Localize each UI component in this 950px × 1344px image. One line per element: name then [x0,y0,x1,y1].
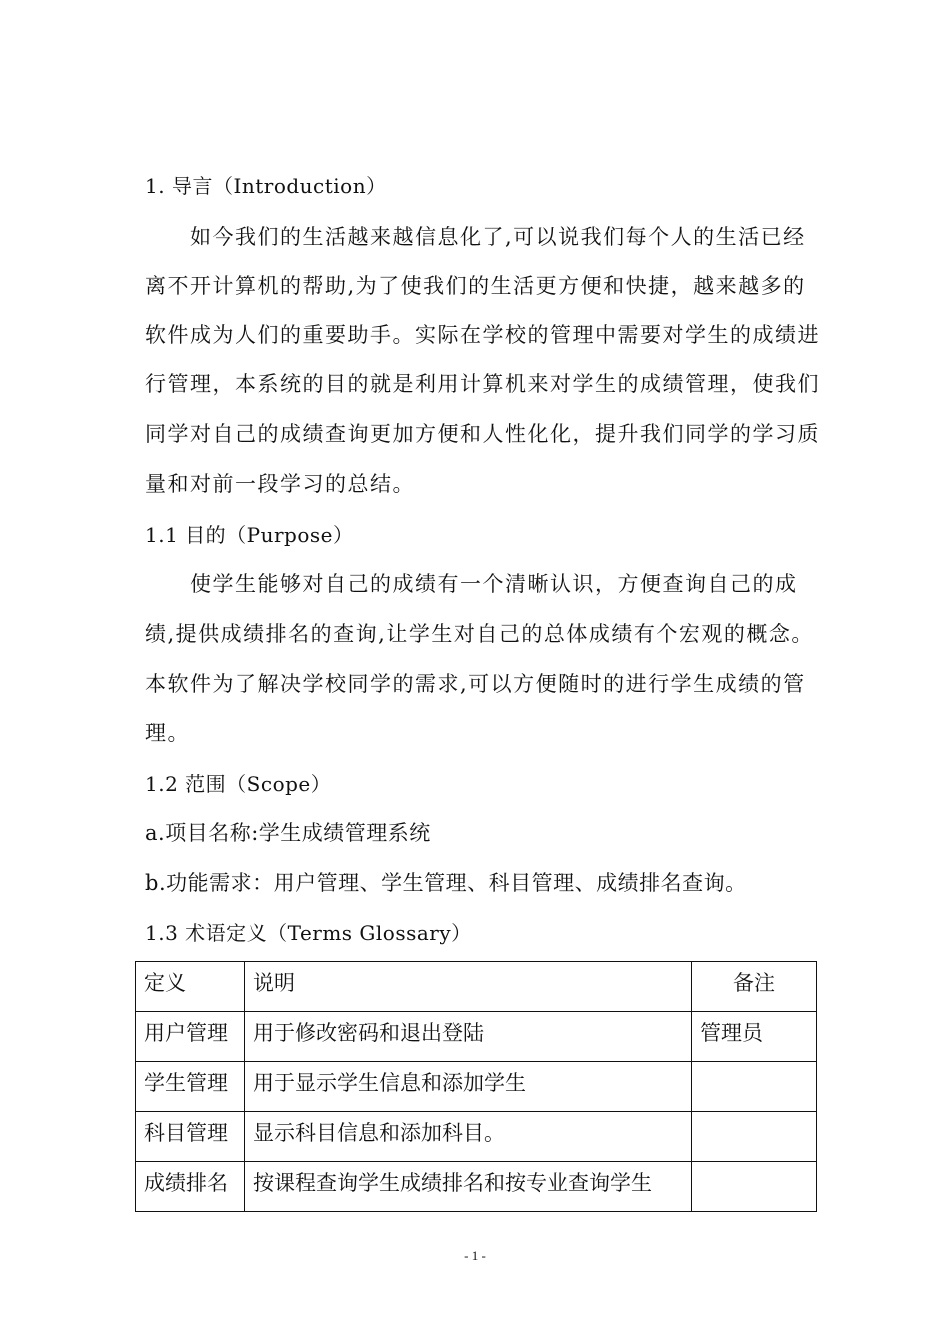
table-cell-note [692,1112,817,1162]
intro-paragraph-line-2: 离不开计算机的帮助,为了使我们的生活更方便和快捷，越来越多的 [145,274,806,298]
intro-paragraph-line-1: 如今我们的生活越来越信息化了,可以说我们每个人的生活已经 [190,225,806,249]
glossary-table [135,961,817,1212]
table-cell-term: 学生管理 [136,1062,245,1112]
header-cell-term: 定义 [136,962,245,1012]
heading-scope: 1.2 范围（Scope） [145,772,332,796]
table-cell-note: 管理员 [692,1012,817,1062]
table-row [136,1112,817,1162]
table-cell-description: 用于修改密码和退出登陆 [245,1012,692,1062]
scope-item-functional-requirements: b.功能需求：用户管理、学生管理、科目管理、成绩排名查询。 [145,871,747,895]
intro-paragraph-line-4: 行管理，本系统的目的就是利用计算机来对学生的成绩管理，使我们 [145,372,820,396]
table-cell-note [692,1062,817,1112]
purpose-paragraph-line-2: 绩,提供成绩排名的查询,让学生对自己的总体成绩有个宏观的概念。 [145,622,814,646]
purpose-paragraph-line-3: 本软件为了解决学校同学的需求,可以方便随时的进行学生成绩的管 [145,672,806,696]
heading-introduction: 1. 导言（Introduction） [145,174,387,198]
intro-paragraph-line-5: 同学对自己的成绩查询更加方便和人性化化，提升我们同学的学习质 [145,422,820,446]
heading-glossary: 1.3 术语定义（Terms Glossary） [145,921,472,945]
table-cell-term: 用户管理 [136,1012,245,1062]
page-number: - 1 - [464,1248,486,1263]
table-row [136,1162,817,1212]
table-header-row [136,962,817,1012]
table-cell-description: 显示科目信息和添加科目。 [245,1112,692,1162]
table-row [136,1012,817,1062]
purpose-paragraph-line-4: 理。 [145,721,190,745]
table-row [136,1062,817,1112]
table-cell-description: 按课程查询学生成绩排名和按专业查询学生 [245,1162,692,1212]
heading-purpose: 1.1 目的（Purpose） [145,523,354,547]
header-cell-description: 说明 [245,962,692,1012]
table-cell-description: 用于显示学生信息和添加学生 [245,1062,692,1112]
purpose-paragraph-line-1: 使学生能够对自己的成绩有一个清晰认识，方便查询自己的成 [190,572,798,596]
intro-paragraph-line-6: 量和对前一段学习的总结。 [145,472,415,496]
table-cell-term: 成绩排名 [136,1162,245,1212]
table-cell-term: 科目管理 [136,1112,245,1162]
table-cell-note [692,1162,817,1212]
intro-paragraph-line-3: 软件成为人们的重要助手。实际在学校的管理中需要对学生的成绩进 [145,323,820,347]
scope-item-project-name: a.项目名称:学生成绩管理系统 [145,821,431,845]
header-cell-note: 备注 [692,962,817,1012]
